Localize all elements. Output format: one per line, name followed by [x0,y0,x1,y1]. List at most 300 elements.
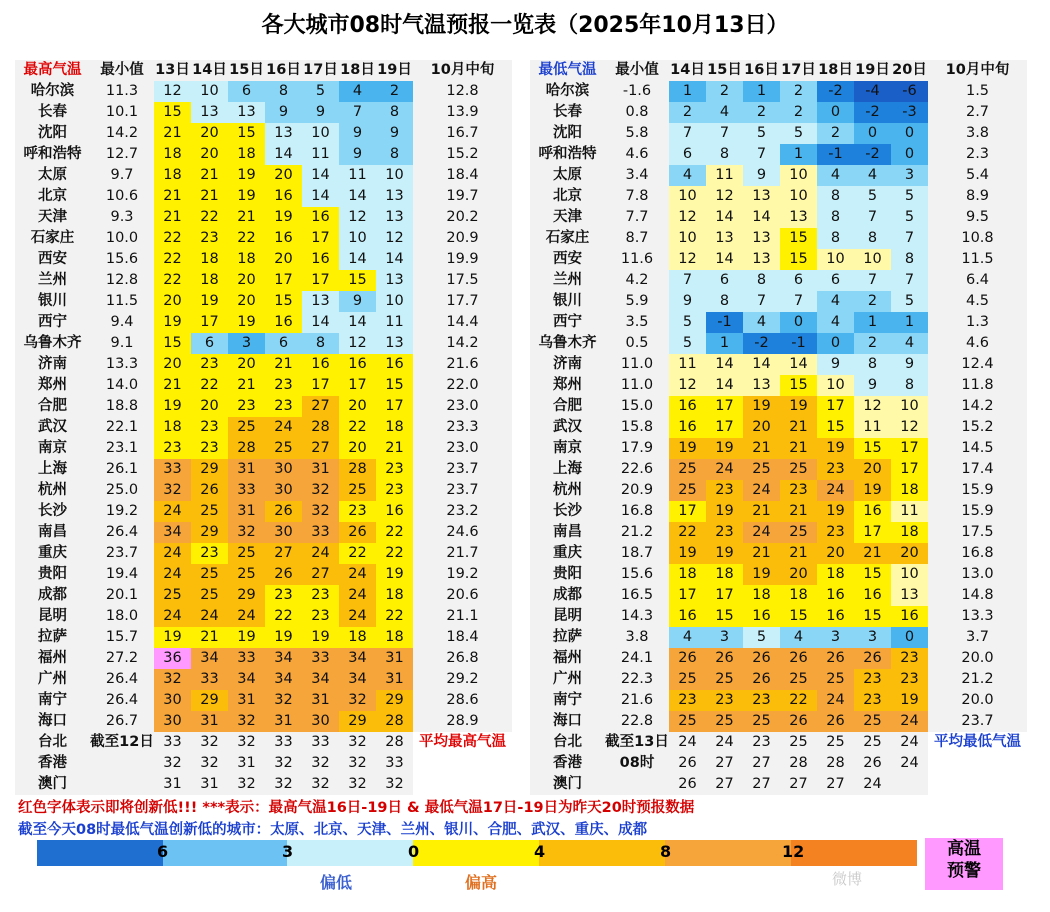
temp-cell: 21 [854,543,891,564]
temp-cell: 5 [891,186,928,207]
temp-cell: 16 [302,249,339,270]
temp-cell: 12 [669,375,706,396]
temp-cell: 22 [376,522,413,543]
city-name: 上海 [530,459,605,480]
temp-cell: 6 [780,270,817,291]
date-header: 13日 [154,60,191,81]
low-temp-table [530,60,1027,795]
mid-october-avg: 18.4 [413,165,512,186]
city-name: 北京 [15,186,90,207]
temp-cell: 0 [817,102,854,123]
table-row [530,564,1027,585]
temp-cell: 14 [339,186,376,207]
temp-cell: 6 [265,333,302,354]
temp-cell: 24 [154,501,191,522]
min-value: 14.2 [90,123,154,144]
city-name: 西安 [530,249,605,270]
temp-cell: 31 [191,774,228,795]
temp-cell: 1 [743,81,780,102]
temp-cell: 31 [191,711,228,732]
temp-cell: 10 [339,228,376,249]
city-name: 贵阳 [530,564,605,585]
temp-cell: 26 [854,648,891,669]
city-name: 南昌 [15,522,90,543]
temp-cell: 32 [339,753,376,774]
temp-cell: 18 [376,585,413,606]
mid-october-avg: 23.3 [413,417,512,438]
temp-cell: 26 [780,648,817,669]
watermark: 微博 [832,870,863,888]
temp-cell: 16 [265,312,302,333]
table-row [530,123,1027,144]
table-row [15,81,512,102]
temp-cell: 22 [339,417,376,438]
city-name: 济南 [15,354,90,375]
temp-cell: 25 [669,669,706,690]
temp-cell: -2 [743,333,780,354]
temp-cell: 5 [891,291,928,312]
temp-cell: 27 [817,774,854,795]
table-row [530,627,1027,648]
temp-cell: 23 [891,648,928,669]
temp-cell: 19 [265,627,302,648]
temp-cell: 26 [669,774,706,795]
temp-cell: 16 [817,606,854,627]
temp-cell: 10 [669,186,706,207]
table-row [530,102,1027,123]
city-name: 成都 [530,585,605,606]
min-value: 10.0 [90,228,154,249]
temp-cell: 25 [780,732,817,753]
temp-cell: 21 [265,354,302,375]
table-row [15,123,512,144]
temp-cell: 10 [780,165,817,186]
temp-cell: 2 [854,291,891,312]
note-record-cities: 截至今天08时最低气温创新低的城市：太原、北京、天津、兰州、银川、合肥、武汉、重庆、成都 [18,822,648,838]
temp-cell: 23 [154,438,191,459]
temp-cell: 14 [743,207,780,228]
temp-cell: 33 [302,522,339,543]
extra-row [15,732,512,753]
temp-cell: 7 [854,207,891,228]
temp-cell: 29 [191,459,228,480]
temp-cell: 5 [891,207,928,228]
legend-tick: 12 [782,842,805,861]
temp-cell: 32 [339,690,376,711]
temp-cell: 26 [265,564,302,585]
temp-cell: 23 [191,543,228,564]
temp-cell: 9 [339,144,376,165]
temp-cell: 25 [228,417,265,438]
temp-cell: 13 [743,375,780,396]
temp-cell: -2 [817,81,854,102]
temp-cell: 15 [154,102,191,123]
mid-october-avg: 6.4 [928,270,1027,291]
temp-cell: 23 [376,459,413,480]
temp-cell: 1 [854,312,891,333]
temp-cell: 1 [780,144,817,165]
temp-cell: 17 [339,375,376,396]
temp-cell: 14 [265,144,302,165]
temp-cell: 1 [669,81,706,102]
temp-cell: 26 [339,522,376,543]
temp-cell: 3 [228,333,265,354]
temp-cell: 13 [376,333,413,354]
temp-cell: 17 [706,417,743,438]
mid-october-avg: 8.9 [928,186,1027,207]
extra-label: 平均最低气温 [934,734,1021,750]
min-value: 19.2 [90,501,154,522]
temp-cell: 8 [265,81,302,102]
city-name: 广州 [530,669,605,690]
temp-cell: 23 [228,396,265,417]
temp-cell: 23 [265,396,302,417]
temp-cell: 29 [376,690,413,711]
temp-cell: 22 [376,543,413,564]
temp-cell: 24 [669,732,706,753]
temp-cell: 6 [817,270,854,291]
temp-cell: 20 [228,270,265,291]
mid-october-avg: 3.8 [928,123,1027,144]
temp-cell: 24 [891,732,928,753]
temp-cell: 16 [891,606,928,627]
temp-cell: 21 [743,543,780,564]
temp-cell: 27 [302,396,339,417]
temp-cell: 16 [669,606,706,627]
table-row [15,480,512,501]
temp-cell: 20 [891,543,928,564]
temp-cell: 14 [302,186,339,207]
extra-label [928,753,1027,774]
city-name: 哈尔滨 [15,81,90,102]
temp-cell: 19 [191,291,228,312]
table-row [15,186,512,207]
temp-cell: 13 [376,186,413,207]
temp-cell: 16 [376,501,413,522]
temp-cell: 24 [154,564,191,585]
table-row [530,648,1027,669]
temp-cell: 21 [228,375,265,396]
temp-cell: 16 [743,606,780,627]
table-row [15,606,512,627]
min-value: 11.3 [90,81,154,102]
temp-cell: 12 [669,249,706,270]
temp-cell: 25 [154,585,191,606]
temp-cell: 13 [302,291,339,312]
temp-cell: 4 [743,312,780,333]
mid-october-avg: 3.7 [928,627,1027,648]
table-row [15,501,512,522]
temp-cell: 10 [817,249,854,270]
temp-cell: 24 [339,585,376,606]
extra-note [90,753,154,774]
table-row [15,711,512,732]
table-row [15,144,512,165]
temp-cell: 0 [891,627,928,648]
city-name: 长春 [530,102,605,123]
temp-cell: 33 [228,648,265,669]
temp-cell: 23 [191,417,228,438]
mid-october-avg: 11.8 [928,375,1027,396]
date-header: 20日 [891,60,928,81]
temp-cell: 24 [265,417,302,438]
temp-cell: 17 [891,459,928,480]
temp-cell: 25 [228,543,265,564]
temp-cell: 23 [743,732,780,753]
temp-cell: 14 [302,165,339,186]
temp-cell: 11 [669,354,706,375]
temp-cell: 18 [228,249,265,270]
mid-october-avg: 21.2 [928,669,1027,690]
temp-cell: 19 [706,501,743,522]
temp-cell: -6 [891,81,928,102]
mid-october-avg: 14.8 [928,585,1027,606]
temp-cell: 23 [669,690,706,711]
mid-october-avg: 21.6 [413,354,512,375]
temp-cell: 25 [706,669,743,690]
temp-cell: 7 [891,228,928,249]
temp-cell: 0 [817,333,854,354]
temp-cell: 11 [854,417,891,438]
temp-cell: 29 [228,585,265,606]
temp-cell: 8 [854,228,891,249]
city-name: 合肥 [530,396,605,417]
temp-cell: 30 [154,690,191,711]
temp-cell: 31 [376,648,413,669]
temp-cell: 32 [265,774,302,795]
temp-cell: 0 [780,312,817,333]
min-value: 25.0 [90,480,154,501]
temp-cell: 3 [854,627,891,648]
table-row [530,522,1027,543]
temp-cell: 20 [854,459,891,480]
temp-cell: 18 [376,417,413,438]
mid-october-avg: 14.2 [413,333,512,354]
temp-cell: 32 [154,669,191,690]
mid-october-avg: 17.5 [928,522,1027,543]
temp-cell: 8 [817,228,854,249]
min-value: 27.2 [90,648,154,669]
temp-cell: 34 [265,648,302,669]
extra-note [90,774,154,795]
temp-cell: 21 [780,417,817,438]
temp-cell: 19 [706,438,743,459]
temp-cell: 23 [265,375,302,396]
temp-cell: 15 [339,270,376,291]
temp-cell: 18 [706,564,743,585]
city-name: 武汉 [530,417,605,438]
temp-cell: 26 [743,648,780,669]
table-row [15,522,512,543]
temp-cell: -1 [780,333,817,354]
temp-cell: 18 [743,585,780,606]
table-row [530,711,1027,732]
temp-cell: 19 [891,690,928,711]
city-name: 拉萨 [15,627,90,648]
mid-october-avg: 5.4 [928,165,1027,186]
mid-october-avg: 20.0 [928,648,1027,669]
temp-cell: 18 [376,627,413,648]
temp-cell: 25 [191,564,228,585]
temp-cell: 19 [780,396,817,417]
mid-october-avg: 14.2 [928,396,1027,417]
extra-row [15,774,512,795]
min-value: 3.4 [605,165,669,186]
temp-cell: 28 [780,753,817,774]
temp-cell: 25 [817,732,854,753]
temp-cell: 2 [780,102,817,123]
temp-cell: 23 [376,480,413,501]
extra-label [413,753,512,774]
temp-cell: 4 [817,165,854,186]
temp-cell: 25 [780,459,817,480]
table-row [15,333,512,354]
temp-cell: 32 [228,522,265,543]
temp-cell: 6 [706,270,743,291]
table-row [530,165,1027,186]
temp-cell: 21 [191,165,228,186]
legend-seg-warm [413,840,539,866]
temp-cell: 25 [228,564,265,585]
temp-cell: 15 [854,438,891,459]
mid-october-avg: 21.1 [413,606,512,627]
temp-cell: 16 [265,228,302,249]
temp-cell: 24 [817,690,854,711]
temp-cell: 31 [302,690,339,711]
min-value: 4.2 [605,270,669,291]
table-row [15,438,512,459]
legend-seg-hot [665,840,791,866]
temp-cell: 3 [817,627,854,648]
min-value: 15.8 [605,417,669,438]
min-value: 21.6 [605,690,669,711]
mid-header: 10月中旬 [928,60,1027,81]
temp-cell: 22 [191,375,228,396]
min-value: 9.4 [90,312,154,333]
mid-october-avg: 15.9 [928,501,1027,522]
temp-cell: 31 [228,501,265,522]
min-value: 15.0 [605,396,669,417]
temp-cell: 27 [743,774,780,795]
temp-cell: 16 [669,417,706,438]
table-row [530,186,1027,207]
temp-cell: -2 [854,102,891,123]
min-value: 7.7 [605,207,669,228]
temp-cell: 34 [228,669,265,690]
table-row [530,606,1027,627]
mid-october-avg: 16.8 [928,543,1027,564]
temp-cell: 2 [780,81,817,102]
temp-cell: 27 [302,564,339,585]
temp-cell: 4 [669,165,706,186]
min-value: 26.1 [90,459,154,480]
mid-october-avg: 19.9 [413,249,512,270]
temp-cell: 23 [854,669,891,690]
date-header: 14日 [669,60,706,81]
mid-october-avg: 23.7 [413,459,512,480]
temp-cell: 17 [854,522,891,543]
temp-cell: 9 [339,291,376,312]
temp-cell: 9 [339,123,376,144]
temp-cell: 25 [743,459,780,480]
min-value: 22.1 [90,417,154,438]
table-row [530,228,1027,249]
temp-cell: 15 [854,564,891,585]
temp-cell: 15 [854,606,891,627]
extra-label [413,774,512,795]
mid-october-avg: 15.2 [928,417,1027,438]
temp-cell: 31 [265,711,302,732]
temp-cell: 15 [780,249,817,270]
temp-cell: 11 [376,312,413,333]
temp-cell: 5 [302,81,339,102]
temp-cell: 22 [154,228,191,249]
temp-cell: 15 [228,123,265,144]
temp-cell: -1 [817,144,854,165]
temp-cell: 13 [891,585,928,606]
temp-cell: 34 [339,669,376,690]
mid-october-avg: 20.9 [413,228,512,249]
city-name: 澳门 [530,774,605,795]
table-row [530,312,1027,333]
temp-cell: 21 [780,543,817,564]
legend-seg-cold-strong [37,840,163,866]
temp-cell: 24 [891,753,928,774]
city-name: 昆明 [530,606,605,627]
temp-cell: 19 [854,480,891,501]
temp-cell: 19 [154,396,191,417]
min-value: 14.3 [605,606,669,627]
table-row [15,165,512,186]
temp-cell: 31 [228,753,265,774]
city-name: 海口 [530,711,605,732]
temp-cell: 23 [191,438,228,459]
temp-cell: 13 [228,102,265,123]
table-row [530,585,1027,606]
temp-cell: 8 [376,144,413,165]
mid-october-avg: 16.7 [413,123,512,144]
extra-note: 截至12日 [90,732,154,753]
min-value: 16.8 [605,501,669,522]
mid-october-avg: 10.8 [928,228,1027,249]
temp-cell: 18 [780,585,817,606]
temp-cell: 10 [302,123,339,144]
table-row [15,543,512,564]
temp-cell: 32 [302,480,339,501]
city-name: 拉萨 [530,627,605,648]
temp-cell: 10 [891,564,928,585]
temp-cell: 20 [265,249,302,270]
heat-warning-text: 高温 预警 [947,839,981,881]
temp-cell: 32 [228,711,265,732]
temp-cell: 33 [228,480,265,501]
temp-cell: 24 [339,564,376,585]
temp-cell [891,774,928,795]
temp-cell: 9 [376,123,413,144]
min-value: 15.6 [605,564,669,585]
min-value: 9.1 [90,333,154,354]
table-row [530,249,1027,270]
temp-cell: 25 [339,480,376,501]
min-value: 9.3 [90,207,154,228]
date-header: 16日 [743,60,780,81]
legend-tick: 3 [282,842,294,861]
temp-cell: 7 [854,270,891,291]
table-row [15,585,512,606]
temp-cell: 12 [669,207,706,228]
temp-cell: 20 [817,543,854,564]
city-name: 石家庄 [530,228,605,249]
